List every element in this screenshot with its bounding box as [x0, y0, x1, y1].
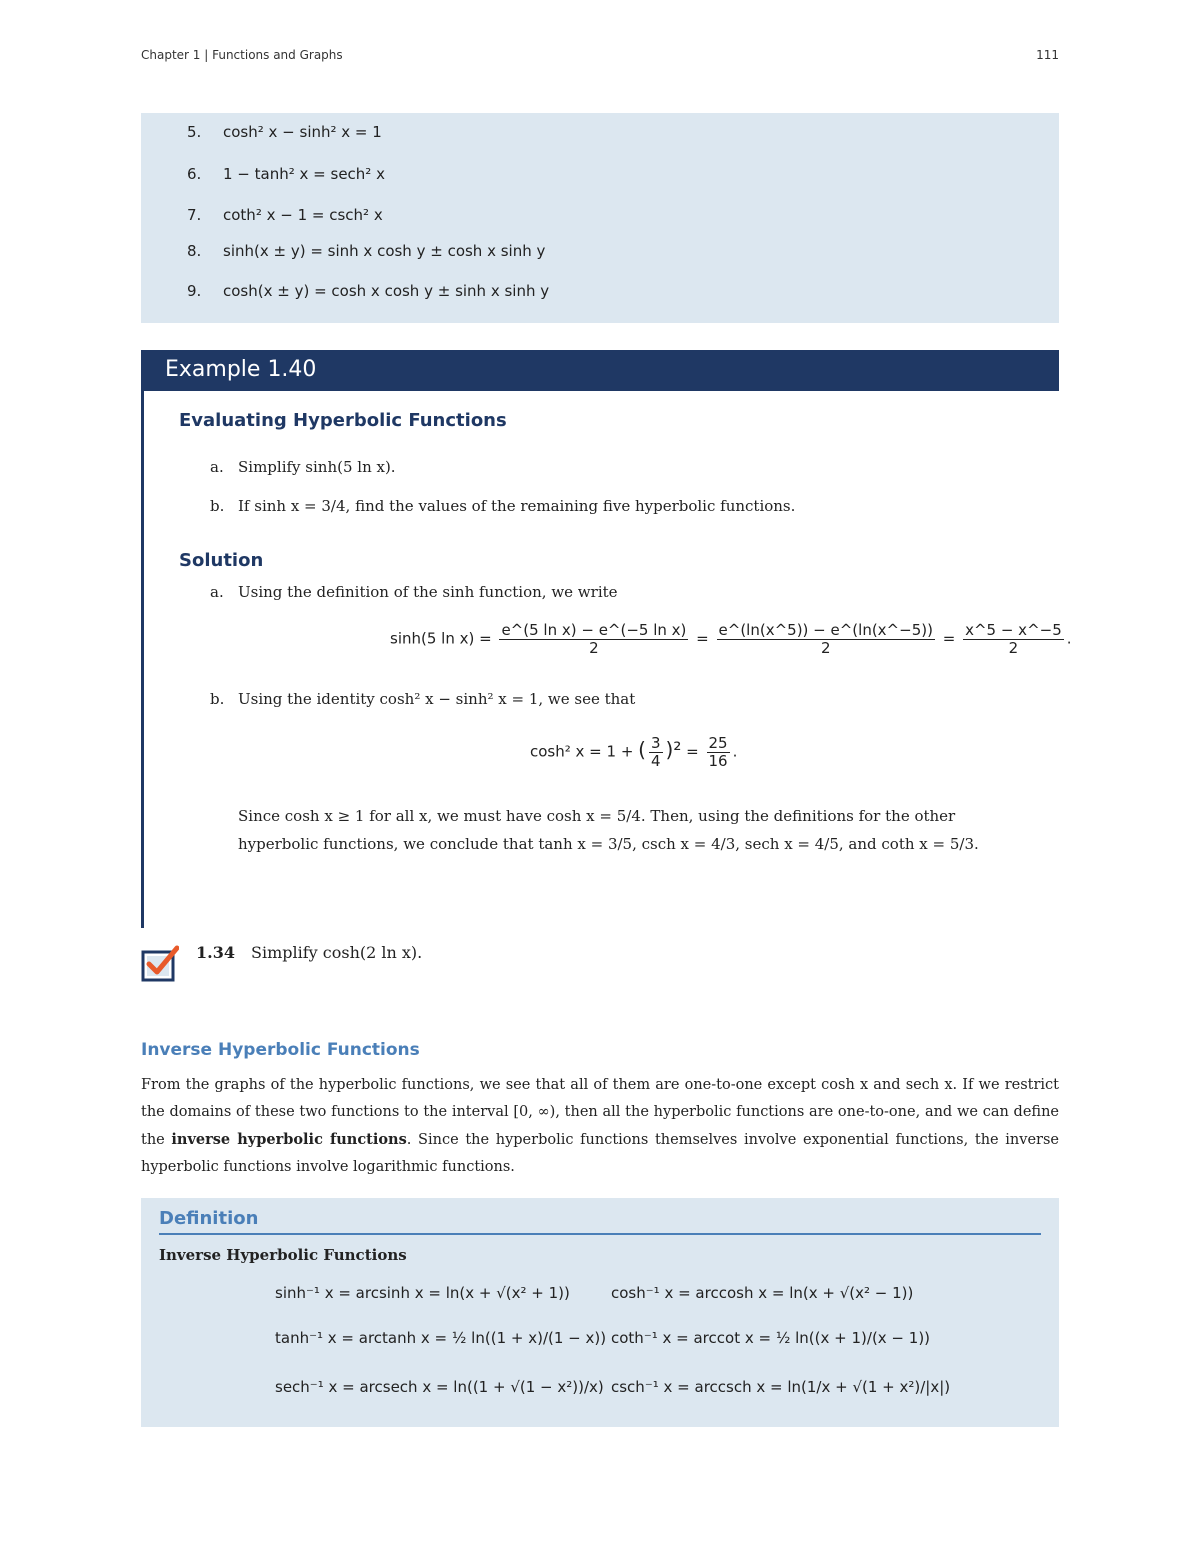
definition-divider [159, 1233, 1041, 1235]
identity-item: 6. 1 − tanh² x = sech² x [187, 165, 385, 183]
fraction: $\frac{x\^{}5 - x\^{}-5}{2}$ [965, 621, 1062, 657]
definition-title: Definition [159, 1208, 259, 1229]
formula-arcsech: sech⁻¹ x = arcsech x = ln((1 + √(1 − x²))/x) [275, 1378, 604, 1396]
example-header-bar [141, 350, 1059, 391]
identity-text: cosh² x − sinh² x = 1 [223, 123, 382, 141]
equation-cosh-squared: cosh² x = 1 + ( $\frac{3}{4}$ )² = $\frac{25}{16}$ . [530, 734, 738, 770]
formula-arccsch: csch⁻¹ x = arccsch x = ln(1/x + √(1 + x²)/|x|) [611, 1378, 951, 1396]
definition-subtitle: Inverse Hyperbolic Functions [159, 1246, 407, 1264]
example-label: Example 1.40 [165, 357, 317, 382]
checkpoint-text: Simplify cosh(2 ln x). [251, 943, 423, 962]
solution-paragraph-line-2: hyperbolic functions, we conclude that tanh x = 3/5, csch x = 4/3, sech x = 4/5, and coth x = 5/3. [238, 835, 979, 853]
checkbox-check-icon [141, 944, 179, 982]
identities-box [141, 113, 1059, 323]
example-left-rule [141, 391, 144, 928]
definition-box [141, 1198, 1059, 1427]
example-title: Evaluating Hyperbolic Functions [179, 410, 507, 431]
formula-arccosh: cosh⁻¹ x = arccosh x = ln(x + √(x² − 1)) [611, 1284, 914, 1302]
equation-sinh-5lnx: sinh(5 ln x) = $\frac{\text{e\textasciicircum{}(5 ln x) − e\textasciicircum{}(−5 ln x)}}{2}$ = $\frac{e\^{}(\ln(x\^{}5)) - e\^{}(\ln(x\^{}-5))}{2}$ = $\frac{x\^{}5 - x\^{}-5}{2}$ . [390, 621, 1072, 657]
chapter-title: Chapter 1 | Functions and Graphs [141, 48, 343, 62]
page-number: 111 [1036, 48, 1059, 62]
solution-paragraph-line-1: Since cosh x ≥ 1 for all x, we must have cosh x = 5/4. Then, using the definitions for the other [238, 807, 956, 825]
fraction: $\frac{25}{16}$ [708, 734, 728, 770]
fraction: $\frac{\text{e\textasciicircum{}(5 ln x) − e\textasciicircum{}(−5 ln x)}}{2}$ [501, 621, 687, 657]
formula-arccoth: coth⁻¹ x = arccot x = ½ ln((x + 1)/(x − 1)) [611, 1329, 931, 1347]
term-inverse-hyperbolic-functions: inverse hyperbolic functions [171, 1131, 407, 1148]
formula-arcsinh: sinh⁻¹ x = arcsinh x = ln(x + √(x² + 1)) [275, 1284, 570, 1302]
identity-text: 1 − tanh² x = sech² x [223, 165, 385, 183]
identity-item: 9. cosh(x ± y) = cosh x cosh y ± sinh x sinh y [187, 282, 550, 300]
identity-item: 7. coth² x − 1 = csch² x [187, 206, 383, 224]
identity-text: coth² x − 1 = csch² x [223, 206, 383, 224]
page-header [141, 48, 1059, 68]
section-title: Inverse Hyperbolic Functions [141, 1040, 420, 1060]
identity-item: 5. cosh² x − sinh² x = 1 [187, 123, 382, 141]
formula-arctanh: tanh⁻¹ x = arctanh x = ½ ln((1 + x)/(1 − x)) [275, 1329, 607, 1347]
solution-title: Solution [179, 550, 264, 571]
section-paragraph: From the graphs of the hyperbolic functions, we see that all of them are one-to-one except cosh x and sech x. If we restrict the domains of these two functions to the interval [0, ∞), then all the hyperbolic functions are one-to-one, and we can define the inverse hyperbolic functions. Since the hyperbolic functions themselves involve exponential functions, the inverse hyperbolic functions involve logarithmic functions. [141, 1077, 1059, 1175]
identity-text: sinh(x ± y) = sinh x cosh y ± cosh x sinh y [223, 242, 546, 260]
identity-text: cosh(x ± y) = cosh x cosh y ± sinh x sinh y [223, 282, 550, 300]
fraction: $\frac{3}{4}$ [650, 734, 661, 770]
fraction: $\frac{e\^{}(\ln(x\^{}5)) - e\^{}(\ln(x\^{}-5))}{2}$ [718, 621, 933, 657]
checkpoint-number: 1.34 [196, 943, 235, 962]
identity-item: 8. sinh(x ± y) = sinh x cosh y ± cosh x sinh y [187, 242, 546, 260]
